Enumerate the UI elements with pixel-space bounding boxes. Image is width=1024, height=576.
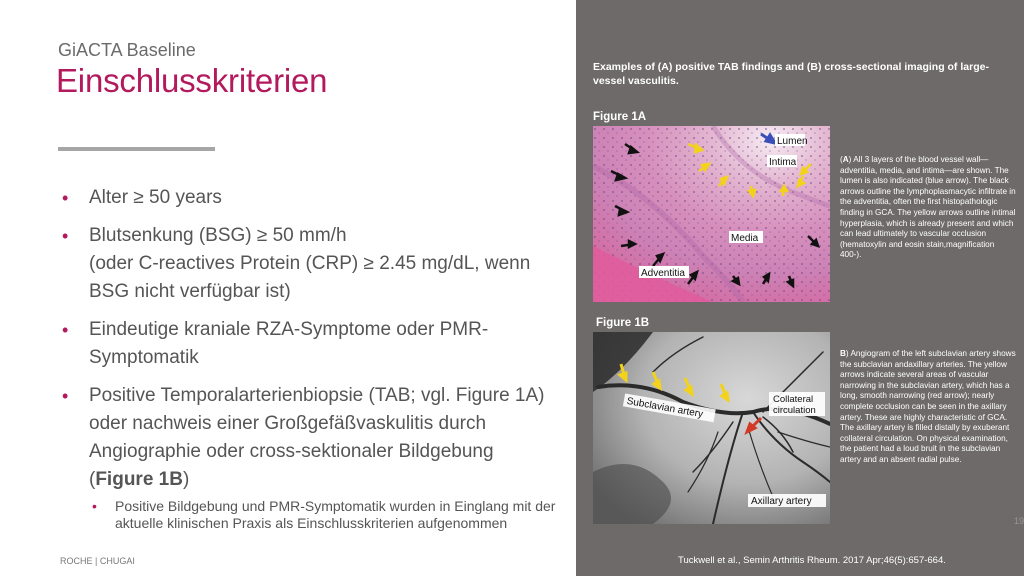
- citation: Tuckwell et al., Semin Arthritis Rheum. 2017 Apr;46(5):657-664.: [678, 555, 946, 566]
- figure-1a-label: Figure 1A: [593, 111, 647, 123]
- label-collateral-1: Collateral: [773, 394, 814, 405]
- label-subclavian-artery: Subclavian artery: [625, 395, 704, 421]
- footer-brand: ROCHE | CHUGAI: [60, 556, 135, 566]
- figure-1b-label: Figure 1B: [596, 317, 650, 329]
- label-collateral-2: circulation: [773, 405, 816, 416]
- slide-subtitle: GiACTA Baseline: [58, 40, 196, 60]
- figure-1b-caption: B) Angiogram of the left subclavian artery shows the subclavian andaxillary arteries. The yellow arrows indicate several areas of vascular narrowing in the subclavian artery, which has a long, smooth narrowing (red arrow); nearly complete occlusion can be seen in the axillary artery. These are highly characteristic of GCA. The axillary artery is filled distally by exuberant collateral circulation. On physical examination, the patient had a loud bruit in the subclavian artery and an absent radial pulse.: [840, 349, 1016, 464]
- title-divider: [58, 147, 215, 151]
- sub-criteria-list: [89, 498, 560, 531]
- criterion-esr-line2: (oder C-reactives Protein (CRP) ≥ 2.45 mg/dL, wenn BSG nicht verfügbar ist): [89, 253, 531, 302]
- figure-1a-caption: (A) All 3 layers of the blood vessel wall—adventitia, media, and intima—are shown. The lumen is also indicated (blue arrow). The black arrows outline the lymphoplasmacytic infiltrate in the adventitia, often the first histopathologic finding in GCA. The yellow arrows outline intimal hyperplasia, which is already present and which can lead ultimately to vascular occlusion (hematoxylin and eosin stain,magnification 400-).: [840, 155, 1016, 260]
- page-number: 19: [1014, 516, 1024, 526]
- criterion-esr: [60, 222, 560, 306]
- label-media: Media: [731, 233, 759, 244]
- label-adventitia: Adventitia: [641, 268, 685, 279]
- figure-1b-reference: Figure 1B: [95, 469, 183, 490]
- criterion-symptoms: • Eindeutige kraniale RZA-Symptome oder PMR-Symptomatik: [60, 316, 560, 372]
- figure-1a-image: [593, 126, 830, 302]
- figure-panel: [576, 0, 1024, 576]
- label-lumen: Lumen: [777, 136, 808, 147]
- panel-heading: Examples of (A) positive TAB findings and (B) cross-sectional imaging of large-vessel vasculitis.: [593, 61, 989, 87]
- criteria-list: [60, 184, 560, 541]
- figure-1b-image: [593, 332, 830, 524]
- label-intima: Intima: [769, 157, 797, 168]
- sub-criterion-imaging: • Positive Bildgebung und PMR-Symptomatik wurden in Einglang mit der aktuelle klinischen Praxis als Einschlusskriterien aufgenommen: [89, 498, 560, 531]
- slide-title: Einschlusskriterien: [56, 62, 328, 99]
- criterion-esr-line1: • Blutsenkung (BSG) ≥ 50 mm/h: [89, 225, 347, 246]
- criterion-age: • Alter ≥ 50 years: [60, 184, 560, 212]
- criterion-biopsy: • Positive Temporalarterienbiopsie (TAB; vgl. Figure 1A) oder nachweis einer Großgefäßvaskulitis durch Angiographie oder cross-sektionaler Bildgebung (Figure 1B) • Positive Bildgebung und PMR-Symptomatik wurden in Einglang mit der aktuelle klinischen Praxis als Einschlusskriterien aufgenommen: [60, 382, 560, 531]
- label-axillary-artery: Axillary artery: [751, 496, 812, 507]
